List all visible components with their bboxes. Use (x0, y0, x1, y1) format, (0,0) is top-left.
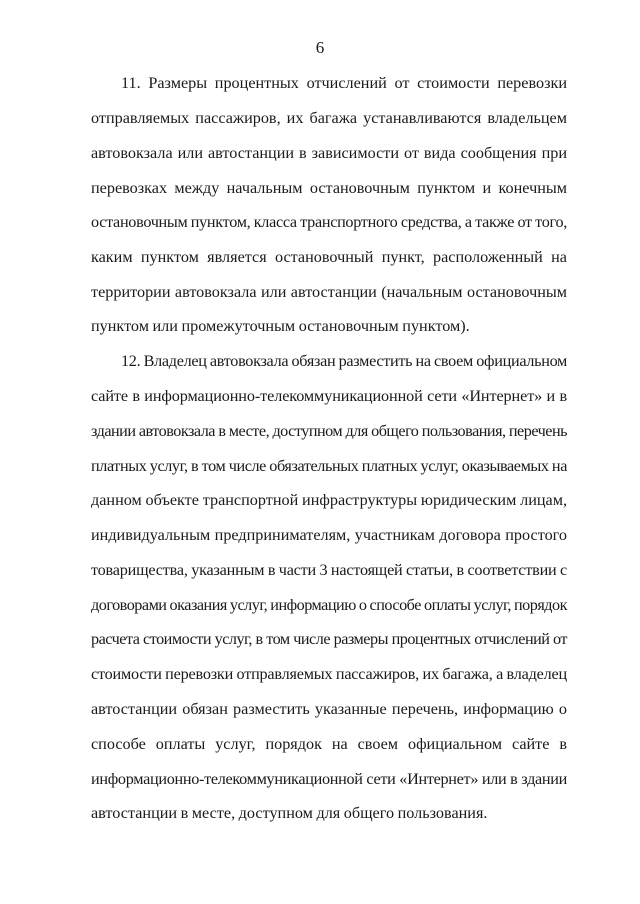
text-line: товарищества, указанным в части 3 настоящей статьи, в соответствии с (91, 561, 567, 579)
text-line: остановочным пунктом, класса транспортного средства, а также от того, (91, 213, 567, 231)
text-line: информационно-телекоммуникационной сети «Интернет» или в здании (91, 770, 567, 788)
text-line: платных услуг, в том числе обязательных платных услуг, оказываемых на (91, 457, 567, 475)
text-line: стоимости перевозки отправляемых пассажиров, их багажа, а владелец (91, 665, 567, 683)
text-line: способе оплаты услуг, порядок на своем официальном сайте в (91, 735, 567, 753)
text-line: 11. Размеры процентных отчислений от стоимости перевозки (121, 74, 567, 92)
text-line: 12. Владелец автовокзала обязан разместить на своем официальном (121, 352, 567, 370)
text-line: отправляемых пассажиров, их багажа устанавливаются владельцем (91, 109, 567, 127)
text-line: пунктом или промежуточным остановочным пунктом). (91, 317, 470, 335)
text-line: перевозках между начальным остановочным пунктом и конечным (91, 179, 567, 197)
text-line: здании автовокзала в месте, доступном для общего пользования, перечень (91, 422, 567, 440)
text-line: автостанции обязан разместить указанные перечень, информацию о (91, 700, 567, 718)
text-line: индивидуальным предпринимателям, участникам договора простого (91, 526, 567, 544)
text-line: каким пунктом является остановочный пункт, расположенный на (91, 248, 567, 266)
text-line: автостанции в месте, доступном для общего пользования. (91, 804, 488, 822)
text-line: данном объекте транспортной инфраструктуры юридическим лицам, (91, 491, 567, 509)
text-line: расчета стоимости услуг, в том числе размеры процентных отчислений от (91, 630, 567, 648)
text-line: территории автовокзала или автостанции (начальным остановочным (91, 283, 567, 301)
text-line: договорами оказания услуг, информацию о способе оплаты услуг, порядок (91, 596, 567, 614)
page-number: 6 (315, 38, 325, 57)
text-line: сайте в информационно-телекоммуникационной сети «Интернет» и в (91, 387, 567, 405)
text-line: автовокзала или автостанции в зависимости от вида сообщения при (91, 144, 567, 162)
